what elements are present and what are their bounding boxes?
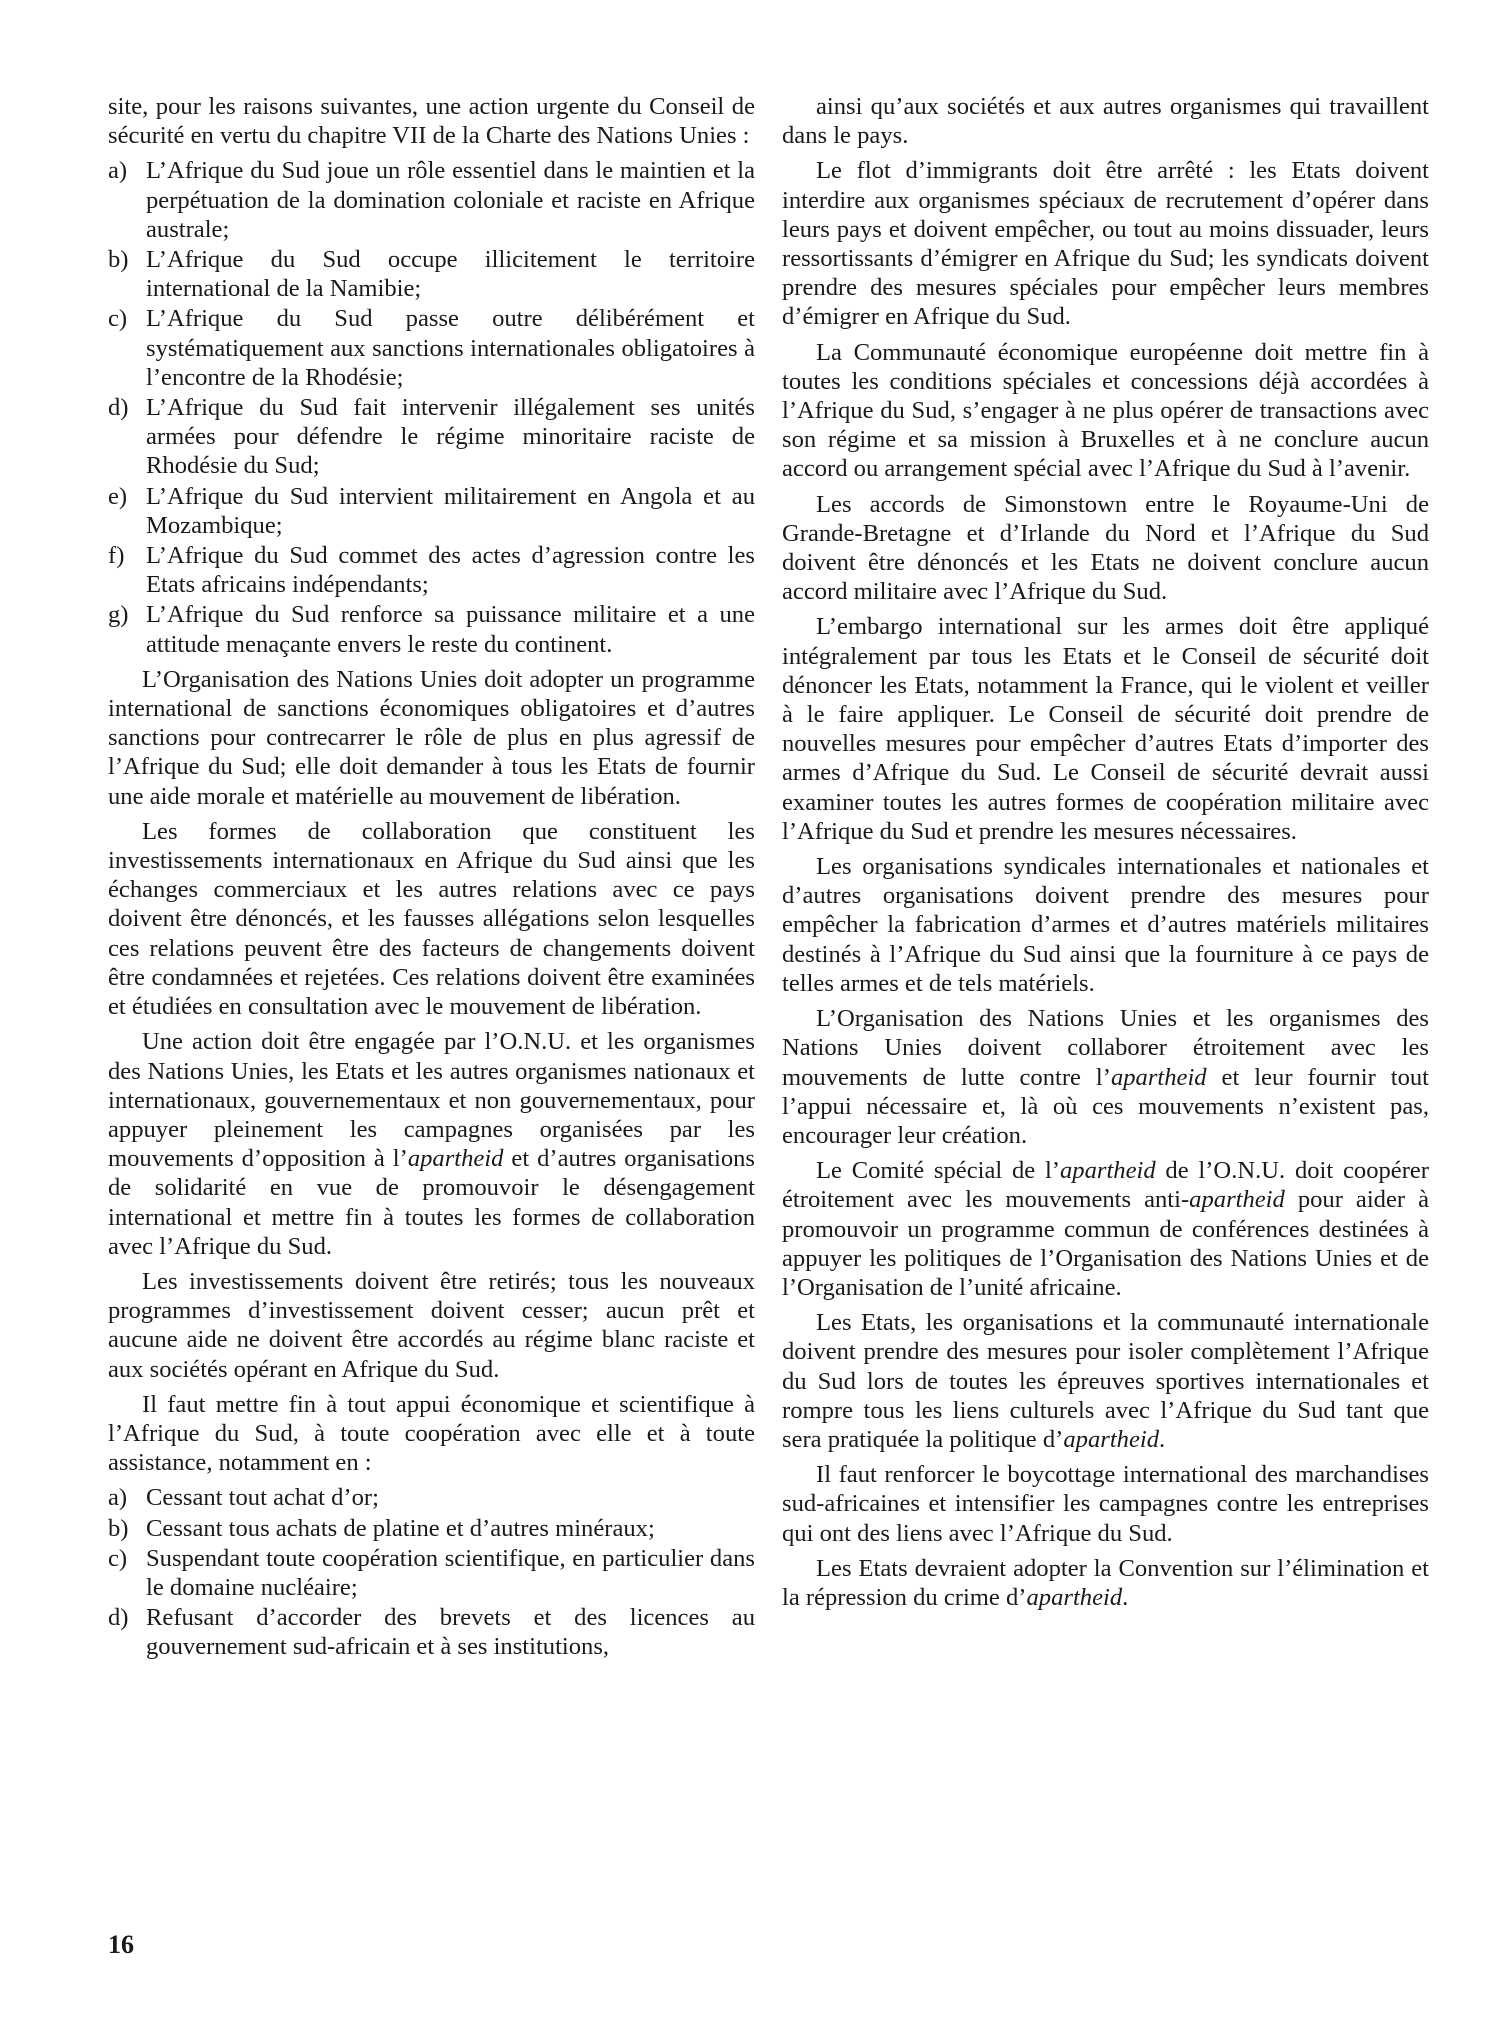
italic-term: apartheid bbox=[1189, 1186, 1285, 1214]
paragraph-formes-collaboration: Les formes de collaboration que constituent les investissements internationaux en Afrique du Sud ainsi que les échanges commerciaux et les autres relations avec ce pays doivent être dénoncés, et les fausses allégations selon lesquelles ces relations peuvent être des facteurs de changements doivent être condamnées et rejetées. Ces relations doivent être examinées et étudiées en consultation avec le mouvement de libération. bbox=[108, 817, 755, 1021]
list-item bbox=[108, 393, 755, 481]
paragraph-appui: Il faut mettre fin à tout appui économique et scientifique à l’Afrique du Sud, à toute coopération avec elle et à toute assistance, notamment en : bbox=[108, 1390, 755, 1477]
list-item-text: L’Afrique du Sud passe outre délibérément et systématiquement aux sanctions internationales obligatoires à l’encontre de la Rhodésie; bbox=[146, 305, 755, 391]
paragraph-cee: La Communauté économique européenne doit mettre fin à toutes les conditions spéciales et concessions déjà accordées à l’Afrique du Sud, s’engager à ne plus opérer de transactions avec son régime et sa mission à Bruxelles et à ne conclure aucun accord ou arrangement spécial avec l’Afrique du Sud à l’avenir. bbox=[782, 338, 1429, 483]
list-marker: c) bbox=[108, 305, 128, 333]
list-item-text: L’Afrique du Sud joue un rôle essentiel dans le maintien et la perpétuation de la domination coloniale et raciste en Afrique australe; bbox=[146, 157, 755, 243]
text-run: Le Comité spécial de l’ bbox=[816, 1157, 1060, 1185]
list-marker: a) bbox=[108, 157, 128, 185]
text-run: Les Etats, les organisations et la communauté internationale doivent prendre des mesures pour isoler complètement l’Afrique du Sud lors de toutes les épreuves sportives internationales et rompre tous les liens culturels avec l’Afrique du Sud tant que sera pratiquée la politique d’ bbox=[782, 1309, 1429, 1453]
text-run: de l’O.N.U. doit coopérer étroitement avec les mouvements anti- bbox=[782, 1157, 1429, 1214]
list-item-text: Refusant d’accorder des brevets et des licences au gouvernement sud-africain et à ses institutions, bbox=[146, 1604, 755, 1661]
list-item bbox=[108, 1483, 755, 1512]
paragraph-simonstown: Les accords de Simonstown entre le Royaume-Uni de Grande-Bretagne et d’Irlande du Nord et l’Afrique du Sud doivent être dénoncés et les Etats ne doivent conclure aucun accord militaire avec l’Afrique du Sud. bbox=[782, 490, 1429, 606]
paragraph-convention bbox=[782, 1554, 1429, 1612]
paragraph-embargo: L’embargo international sur les armes doit être appliqué intégralement par tous les Etats et le Conseil de sécurité doit dénoncer les Etats, notamment la France, qui le violent et veiller à le faire appliquer. Le Conseil de sécurité doit prendre de nouvelles mesures pour empêcher d’autres Etats d’importer des armes d’Afrique du Sud. Le Conseil de sécurité devrait aussi examiner toutes les autres formes de coopération militaire avec l’Afrique du Sud et prendre les mesures nécessaires. bbox=[782, 613, 1429, 845]
list-item bbox=[108, 245, 755, 303]
list-item bbox=[108, 1544, 755, 1602]
italic-term: apartheid bbox=[1060, 1157, 1156, 1185]
list-item-text: Cessant tout achat d’or; bbox=[146, 1484, 379, 1512]
list-marker: d) bbox=[108, 1604, 129, 1632]
text-run: Les Etats devraient adopter la Convention sur l’élimination et la répression du crime d’ bbox=[782, 1554, 1429, 1611]
list-item-text: L’Afrique du Sud renforce sa puissance militaire et a une attitude menaçante envers le reste du continent. bbox=[146, 601, 755, 658]
paragraph-collaboration bbox=[782, 1004, 1429, 1150]
right-column bbox=[782, 92, 1429, 1618]
paragraph-action-onu bbox=[108, 1027, 755, 1261]
list-item bbox=[108, 304, 755, 392]
list-item-text: L’Afrique du Sud commet des actes d’agression contre les Etats africains indépendants; bbox=[146, 542, 755, 599]
paragraph-comite-special bbox=[782, 1156, 1429, 1302]
text-run: L’Organisation des Nations Unies et les organismes des Nations Unies doivent collaborer étroitement avec les mouvements de lutte contre l’ bbox=[782, 1005, 1429, 1091]
list-marker: b) bbox=[108, 1514, 129, 1542]
paragraph-onu-programme: L’Organisation des Nations Unies doit adopter un programme international de sanctions économiques obligatoires et d’autres sanctions pour contrecarrer le rôle de plus en plus agressif de l’Afrique du Sud; elle doit demander à tous les Etats de fournir une aide morale et matérielle au mouvement de libération. bbox=[108, 665, 755, 810]
list-item bbox=[108, 1603, 755, 1661]
italic-term: apartheid bbox=[1110, 1063, 1207, 1091]
text-run: . bbox=[1122, 1583, 1129, 1611]
text-run: et d’autres organisations de solidarité en vue de promouvoir le désengagement international et mettre fin à toutes les formes de collaboration avec l’Afrique du Sud. bbox=[108, 1145, 755, 1260]
paragraph-continuation: ainsi qu’aux sociétés et aux autres organismes qui travaillent dans le pays. bbox=[782, 93, 1429, 150]
measures-list bbox=[108, 1483, 755, 1661]
list-item-text: L’Afrique du Sud occupe illicitement le territoire international de la Namibie; bbox=[146, 246, 755, 303]
text-run: Une action doit être engagée par l’O.N.U. et les organismes des Nations Unies, les Etats et les autres organismes nationaux et internationaux, gouvernementaux et non gouvernementaux, pour appuyer pleinement les campagnes organisées par les mouvements d’opposition à l’ bbox=[108, 1028, 755, 1173]
left-column bbox=[108, 92, 755, 1668]
paragraph-immigrants: Le flot d’immigrants doit être arrêté : les Etats doivent interdire aux organismes spéciaux de recrutement d’opérer dans leurs pays et doivent empêcher, ou tout au moins dissuader, leurs ressortissants d’émigrer en Afrique du Sud; les syndicats doivent prendre des mesures spéciales pour empêcher leurs membres d’émigrer en Afrique du Sud. bbox=[782, 157, 1429, 331]
italic-term: apartheid bbox=[407, 1145, 504, 1173]
italic-term: apartheid bbox=[1063, 1425, 1159, 1453]
list-item bbox=[108, 600, 755, 658]
list-item-text: L’Afrique du Sud intervient militairement en Angola et au Mozambique; bbox=[146, 482, 755, 539]
list-item bbox=[108, 156, 755, 244]
paragraph-syndicales: Les organisations syndicales internationales et nationales et d’autres organisations doivent prendre des mesures pour empêcher la fabrication d’armes et d’autres matériels militaires destinés à l’Afrique du Sud ainsi que la fourniture à ce pays de telles armes et de tels matériels. bbox=[782, 853, 1429, 997]
paragraph-boycottage: Il faut renforcer le boycottage international des marchandises sud-africaines et intensifier les campagnes contre les entreprises qui ont des liens avec l’Afrique du Sud. bbox=[782, 1461, 1429, 1547]
list-marker: g) bbox=[108, 601, 129, 629]
list-item-text: Suspendant toute coopération scientifique, en particulier dans le domaine nucléaire; bbox=[146, 1544, 755, 1601]
list-marker: b) bbox=[108, 246, 129, 274]
reasons-list bbox=[108, 156, 755, 658]
list-item-text: L’Afrique du Sud fait intervenir illégalement ses unités armées pour défendre le régime minoritaire raciste de Rhodésie du Sud; bbox=[146, 394, 755, 480]
list-marker: f) bbox=[108, 542, 125, 570]
intro-paragraph: site, pour les raisons suivantes, une action urgente du Conseil de sécurité en vertu du chapitre VII de la Charte des Nations Unies : bbox=[108, 93, 755, 150]
italic-term: apartheid bbox=[1026, 1583, 1123, 1611]
text-run: . bbox=[1159, 1425, 1166, 1453]
list-item bbox=[108, 482, 755, 540]
list-marker: a) bbox=[108, 1484, 128, 1512]
list-marker: c) bbox=[108, 1544, 128, 1572]
list-item-text: Cessant tous achats de platine et d’autres minéraux; bbox=[146, 1514, 655, 1542]
text-run: pour aider à promouvoir un programme commun de conférences destinées à appuyer les politiques de l’Organisation des Nations Unies et de l’Organisation de l’unité africaine. bbox=[782, 1186, 1430, 1301]
paragraph-isoler bbox=[782, 1308, 1429, 1454]
text-run: et leur fournir tout l’appui nécessaire et, là où ces mouvements n’existent pas, encourager leur création. bbox=[782, 1063, 1429, 1149]
page-number: 16 bbox=[108, 1930, 134, 1959]
list-item bbox=[108, 541, 755, 599]
list-marker: d) bbox=[108, 394, 129, 422]
list-item bbox=[108, 1514, 755, 1543]
list-marker: e) bbox=[108, 482, 128, 510]
paragraph-investissements: Les investissements doivent être retirés; tous les nouveaux programmes d’investissement doivent cesser; aucun prêt et aucune aide ne doivent être accordés au régime blanc raciste et aux sociétés opérant en Afrique du Sud. bbox=[108, 1267, 755, 1383]
